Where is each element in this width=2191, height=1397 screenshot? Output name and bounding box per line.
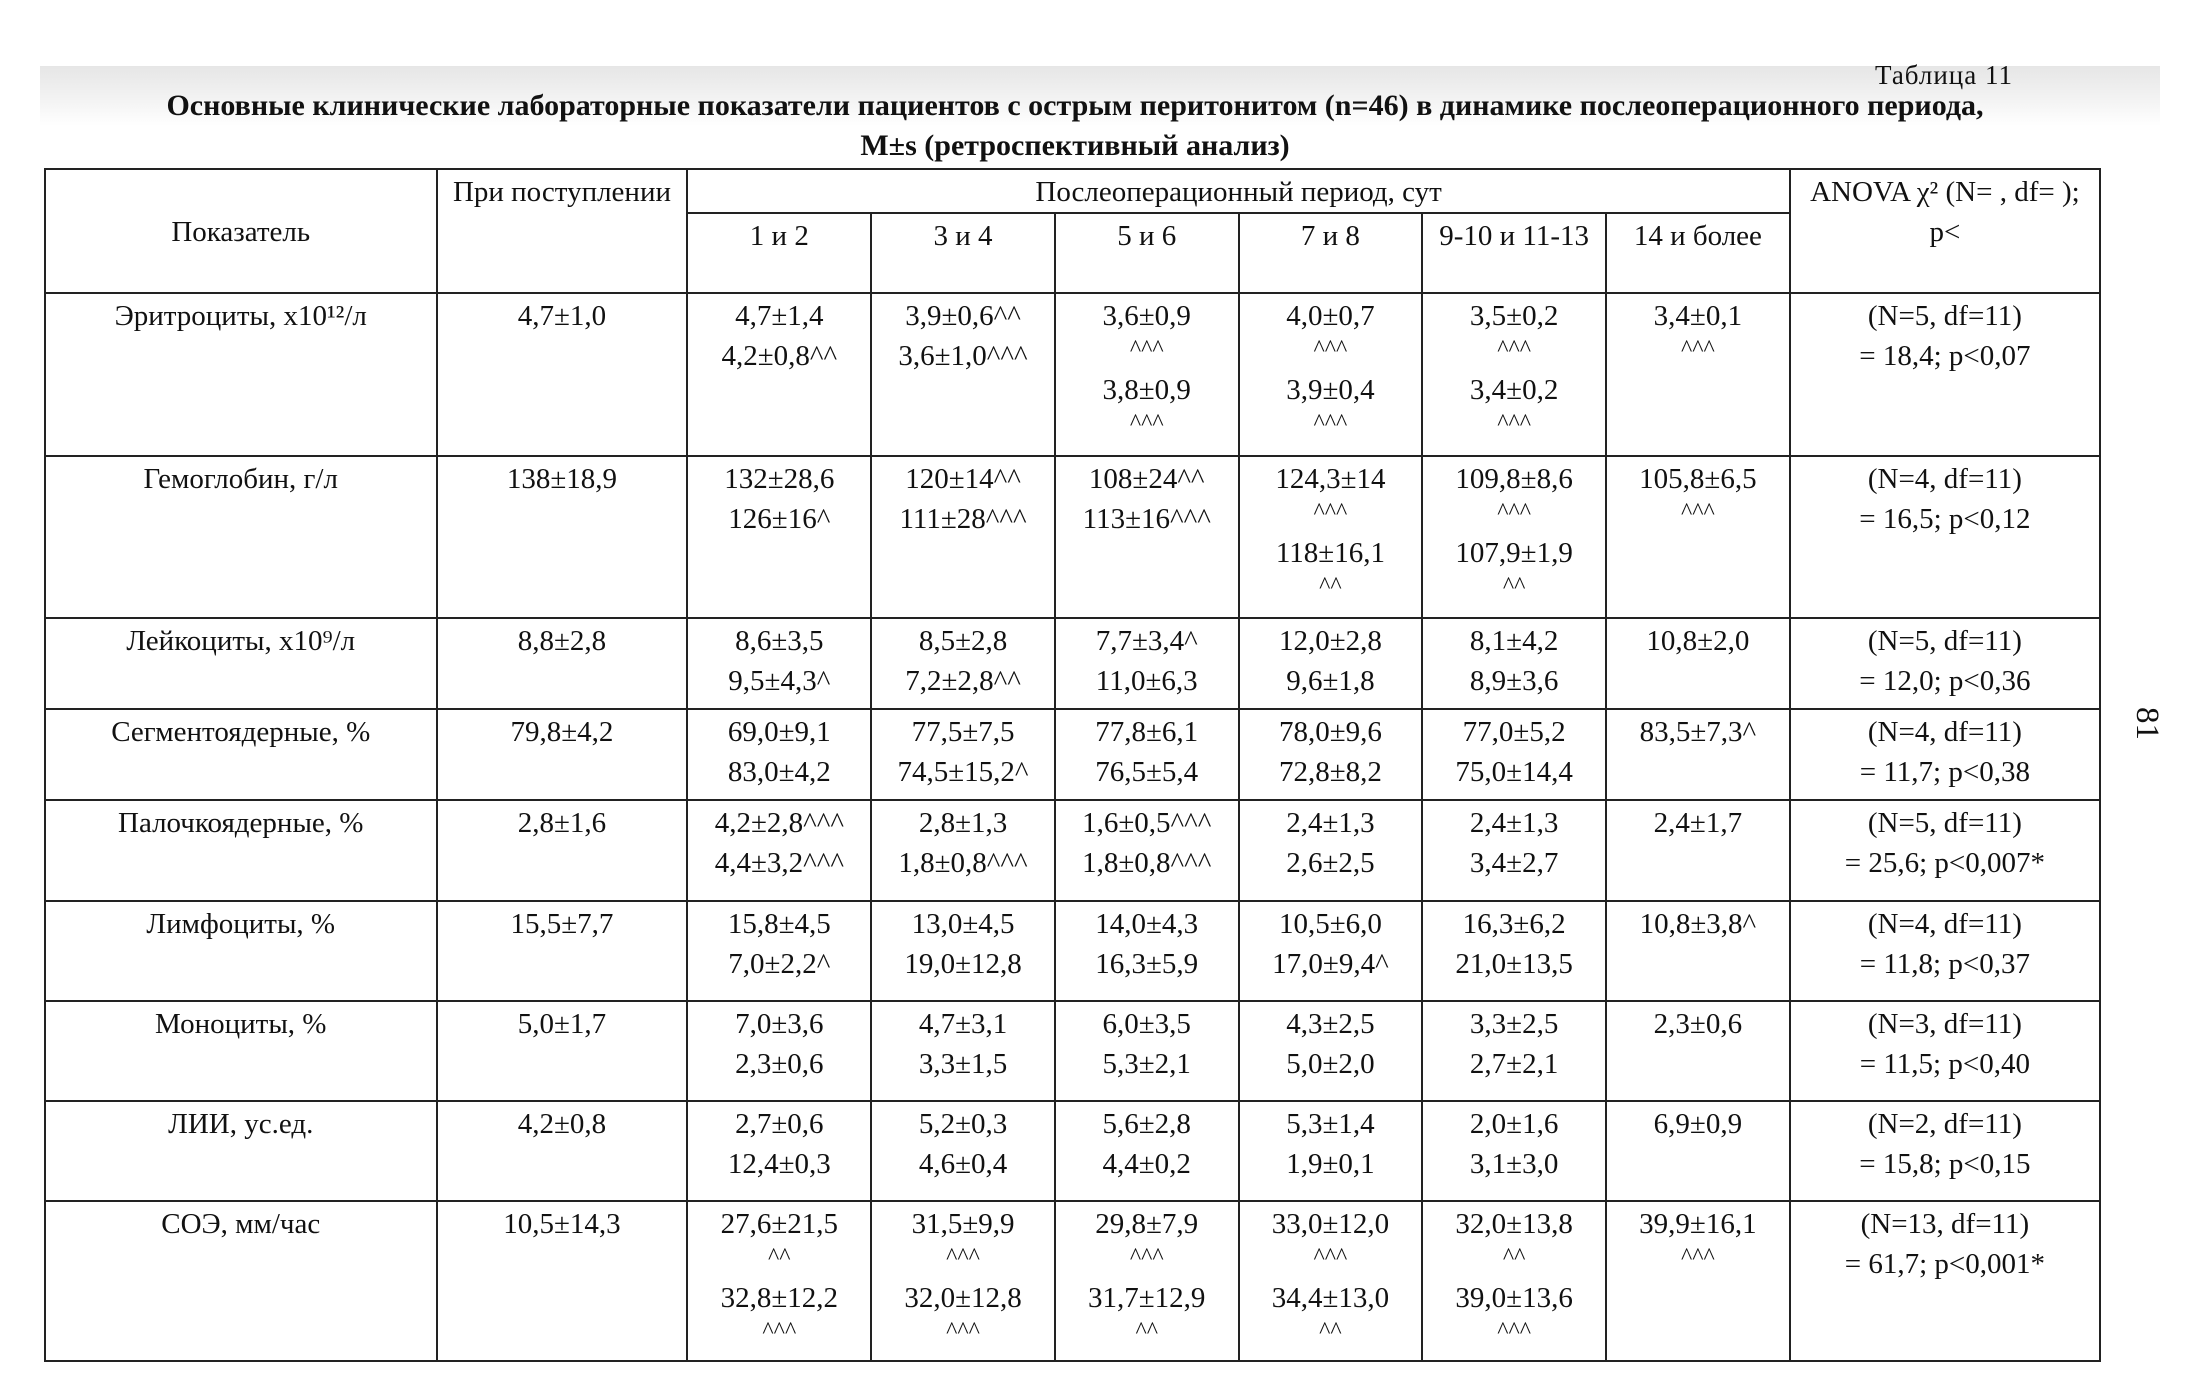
significance-mark: ^^^ bbox=[1680, 499, 1715, 525]
cell-d3 bbox=[1055, 1101, 1239, 1201]
header-day-4: 7 и 8 bbox=[1239, 213, 1423, 293]
cell-admission bbox=[437, 1201, 688, 1361]
cell-d6 bbox=[1606, 1101, 1790, 1201]
cell-d3 bbox=[1055, 293, 1239, 456]
cell-d3 bbox=[1055, 1201, 1239, 1361]
cell-value: 4,4±3,2^^^ bbox=[714, 847, 844, 879]
cell-value: (N=5, df=11) bbox=[1867, 807, 2022, 839]
cell-value: 77,8±6,1 bbox=[1095, 716, 1199, 748]
cell-value: 5,6±2,8 bbox=[1102, 1108, 1191, 1140]
cell-value: 3,1±3,0 bbox=[1469, 1148, 1559, 1180]
cell-d4 bbox=[1239, 800, 1423, 901]
cell-value: 109,8±8,6 bbox=[1455, 463, 1573, 495]
significance-mark: ^^ bbox=[1502, 1244, 1526, 1270]
cell-value: 4,2±0,8^^ bbox=[721, 340, 838, 372]
significance-mark: ^^^ bbox=[762, 1318, 797, 1344]
cell-value: 7,2±2,8^^ bbox=[905, 665, 1021, 697]
cell-value: 8,5±2,8 bbox=[918, 625, 1008, 657]
significance-mark: ^^ bbox=[1135, 1318, 1158, 1344]
cell-value: 111±28^^^ bbox=[899, 503, 1027, 535]
cell-d1 bbox=[687, 1101, 871, 1201]
cell-anova bbox=[1790, 901, 2100, 1001]
cell-d1 bbox=[687, 1001, 871, 1101]
cell-anova bbox=[1790, 1201, 2100, 1361]
significance-mark: ^^^ bbox=[1313, 410, 1348, 436]
cell-value: 15,5±7,7 bbox=[510, 908, 614, 940]
table-row bbox=[45, 456, 2100, 618]
cell-value: 69,0±9,1 bbox=[727, 716, 831, 748]
indicator-name: СОЭ, мм/час bbox=[45, 1201, 437, 1361]
cell-value: 4,3±2,5 bbox=[1286, 1008, 1375, 1040]
cell-value: 10,8±3,8^ bbox=[1639, 908, 1757, 940]
header-day-5: 9-10 и 11-13 bbox=[1422, 213, 1606, 293]
cell-d5 bbox=[1422, 709, 1606, 800]
cell-value: 75,0±14,4 bbox=[1455, 756, 1573, 788]
cell-d6 bbox=[1606, 800, 1790, 901]
cell-value: 4,6±0,4 bbox=[918, 1148, 1008, 1180]
header-day-1: 1 и 2 bbox=[687, 213, 871, 293]
cell-value: 3,8±0,9 bbox=[1102, 374, 1191, 406]
cell-value: = 18,4; p<0,07 bbox=[1859, 340, 2031, 372]
cell-admission bbox=[437, 618, 688, 709]
cell-value: 5,3±1,4 bbox=[1286, 1108, 1375, 1140]
cell-value: 4,7±1,4 bbox=[735, 300, 824, 332]
table-row bbox=[45, 709, 2100, 800]
table-row bbox=[45, 1001, 2100, 1101]
cell-d3 bbox=[1055, 618, 1239, 709]
cell-value: 29,8±7,9 bbox=[1095, 1208, 1199, 1240]
cell-value: 72,8±8,2 bbox=[1278, 756, 1382, 788]
cell-value: 2,7±2,1 bbox=[1469, 1048, 1559, 1080]
cell-anova bbox=[1790, 618, 2100, 709]
cell-value: 7,0±2,2^ bbox=[728, 948, 831, 980]
cell-d4 bbox=[1239, 1101, 1423, 1201]
indicator-name: ЛИИ, ус.ед. bbox=[45, 1101, 437, 1201]
header-admission: При поступлении bbox=[437, 169, 688, 293]
cell-d2 bbox=[871, 1201, 1055, 1361]
significance-mark: ^^^ bbox=[1313, 499, 1348, 525]
significance-mark: ^^ bbox=[768, 1244, 791, 1270]
cell-d1 bbox=[687, 618, 871, 709]
cell-value: = 11,5; p<0,40 bbox=[1859, 1048, 2030, 1080]
cell-value: 10,5±6,0 bbox=[1278, 908, 1382, 940]
cell-value: 1,8±0,8^^^ bbox=[1082, 847, 1212, 879]
significance-mark: ^^^ bbox=[1313, 336, 1348, 362]
header-day-3: 5 и 6 bbox=[1055, 213, 1239, 293]
lab-indicators-table bbox=[44, 168, 2101, 1362]
cell-value: 34,4±13,0 bbox=[1271, 1282, 1390, 1314]
cell-d6 bbox=[1606, 901, 1790, 1001]
header-postop-period: Послеоперационный период, сут bbox=[687, 169, 1789, 213]
header-day-6: 14 и более bbox=[1606, 213, 1790, 293]
cell-d5 bbox=[1422, 1201, 1606, 1361]
significance-mark: ^^^ bbox=[1313, 1244, 1348, 1270]
cell-d5 bbox=[1422, 1001, 1606, 1101]
indicator-name: Гемоглобин, г/л bbox=[45, 456, 437, 618]
cell-value: 3,6±1,0^^^ bbox=[898, 340, 1028, 372]
cell-value: 5,2±0,3 bbox=[918, 1108, 1008, 1140]
cell-value: 33,0±12,0 bbox=[1271, 1208, 1390, 1240]
significance-mark: ^^^ bbox=[1680, 336, 1715, 362]
header-day-2: 3 и 4 bbox=[871, 213, 1055, 293]
cell-value: 19,0±12,8 bbox=[904, 948, 1022, 980]
cell-value: 21,0±13,5 bbox=[1455, 948, 1573, 980]
table-row bbox=[45, 1201, 2100, 1361]
cell-d2 bbox=[871, 1001, 1055, 1101]
cell-value: 120±14^^ bbox=[905, 463, 1021, 495]
cell-d5 bbox=[1422, 456, 1606, 618]
table-caption: Основные клинические лабораторные показатели пациентов с острым перитонитом (n=46) в динамике послеоперационного периода, M±s (ретроспективный анализ) bbox=[166, 89, 1984, 162]
cell-value: 83,5±7,3^ bbox=[1639, 716, 1757, 748]
cell-anova bbox=[1790, 456, 2100, 618]
cell-d3 bbox=[1055, 709, 1239, 800]
cell-anova bbox=[1790, 1001, 2100, 1101]
cell-value: (N=13, df=11) bbox=[1860, 1208, 2030, 1240]
indicator-name: Эритроциты, х10¹²/л bbox=[45, 293, 437, 456]
cell-d2 bbox=[871, 456, 1055, 618]
cell-value: (N=2, df=11) bbox=[1867, 1108, 2022, 1140]
cell-value: 14,0±4,3 bbox=[1095, 908, 1199, 940]
cell-d5 bbox=[1422, 1101, 1606, 1201]
cell-value: 31,5±9,9 bbox=[911, 1208, 1015, 1240]
cell-d5 bbox=[1422, 618, 1606, 709]
cell-d6 bbox=[1606, 1201, 1790, 1361]
cell-value: 124,3±14 bbox=[1275, 463, 1386, 495]
cell-d6 bbox=[1606, 456, 1790, 618]
cell-anova bbox=[1790, 1101, 2100, 1201]
cell-value: 105,8±6,5 bbox=[1639, 463, 1757, 495]
cell-d3 bbox=[1055, 1001, 1239, 1101]
cell-value: 17,0±9,4^ bbox=[1272, 948, 1389, 980]
significance-mark: ^^^ bbox=[1497, 499, 1532, 525]
cell-d4 bbox=[1239, 618, 1423, 709]
cell-d3 bbox=[1055, 901, 1239, 1001]
cell-admission bbox=[437, 800, 688, 901]
significance-mark: ^^^ bbox=[946, 1244, 980, 1270]
cell-value: 107,9±1,9 bbox=[1455, 537, 1573, 569]
cell-admission bbox=[437, 293, 688, 456]
cell-value: 12,0±2,8 bbox=[1278, 625, 1382, 657]
table-row bbox=[45, 618, 2100, 709]
cell-d6 bbox=[1606, 709, 1790, 800]
significance-mark: ^^^ bbox=[1129, 1244, 1164, 1270]
cell-value: 15,8±4,5 bbox=[727, 908, 831, 940]
cell-admission bbox=[437, 901, 688, 1001]
cell-value: 4,2±2,8^^^ bbox=[714, 807, 844, 839]
cell-d4 bbox=[1239, 1201, 1423, 1361]
indicator-name: Палочкоядерные, % bbox=[45, 800, 437, 901]
cell-value: 83,0±4,2 bbox=[727, 756, 831, 788]
cell-admission bbox=[437, 709, 688, 800]
cell-value: = 11,8; p<0,37 bbox=[1859, 948, 2030, 980]
cell-value: 4,2±0,8 bbox=[517, 1108, 607, 1140]
significance-mark: ^^^ bbox=[1497, 410, 1532, 436]
cell-value: 2,4±1,3 bbox=[1286, 807, 1375, 839]
indicator-name: Лимфоциты, % bbox=[45, 901, 437, 1001]
cell-value: 6,0±3,5 bbox=[1102, 1008, 1191, 1040]
cell-value: 8,9±3,6 bbox=[1469, 665, 1559, 697]
cell-value: = 15,8; p<0,15 bbox=[1859, 1148, 2031, 1180]
cell-d2 bbox=[871, 709, 1055, 800]
cell-value: 118±16,1 bbox=[1275, 537, 1385, 569]
cell-d4 bbox=[1239, 709, 1423, 800]
cell-value: 108±24^^ bbox=[1088, 463, 1205, 495]
cell-value: 39,0±13,6 bbox=[1455, 1282, 1573, 1314]
table-label: Таблица 11 bbox=[1875, 60, 2013, 90]
cell-value: 13,0±4,5 bbox=[911, 908, 1015, 940]
cell-value: 3,4±0,2 bbox=[1469, 374, 1559, 406]
cell-value: = 25,6; p<0,007* bbox=[1844, 847, 2046, 879]
cell-d4 bbox=[1239, 1001, 1423, 1101]
cell-value: (N=5, df=11) bbox=[1867, 625, 2022, 657]
cell-value: 7,7±3,4^ bbox=[1095, 625, 1198, 657]
cell-value: 78,0±9,6 bbox=[1278, 716, 1382, 748]
cell-value: 8,8±2,8 bbox=[517, 625, 607, 657]
significance-mark: ^^^ bbox=[1680, 1244, 1715, 1270]
cell-value: 4,4±0,2 bbox=[1102, 1148, 1191, 1180]
cell-d5 bbox=[1422, 901, 1606, 1001]
cell-value: 1,9±0,1 bbox=[1286, 1148, 1375, 1180]
cell-d6 bbox=[1606, 1001, 1790, 1101]
cell-value: 2,3±0,6 bbox=[1653, 1008, 1743, 1040]
cell-value: 10,5±14,3 bbox=[503, 1208, 621, 1240]
cell-value: 3,9±0,4 bbox=[1286, 374, 1375, 406]
cell-value: 5,3±2,1 bbox=[1102, 1048, 1191, 1080]
table-row bbox=[45, 800, 2100, 901]
significance-mark: ^^^ bbox=[946, 1318, 980, 1344]
significance-mark: ^^ bbox=[1319, 573, 1342, 599]
cell-value: 9,5±4,3^ bbox=[728, 665, 831, 697]
table-row bbox=[45, 293, 2100, 456]
cell-value: 11,0±6,3 bbox=[1095, 665, 1198, 697]
cell-d5 bbox=[1422, 293, 1606, 456]
cell-value: 6,9±0,9 bbox=[1653, 1108, 1743, 1140]
cell-value: 2,8±1,6 bbox=[517, 807, 607, 839]
cell-value: 7,0±3,6 bbox=[735, 1008, 824, 1040]
cell-value: 8,6±3,5 bbox=[735, 625, 824, 657]
cell-d4 bbox=[1239, 293, 1423, 456]
significance-mark: ^^^ bbox=[1497, 336, 1532, 362]
cell-value: 3,4±2,7 bbox=[1469, 847, 1559, 879]
cell-d1 bbox=[687, 456, 871, 618]
cell-value: 1,6±0,5^^^ bbox=[1082, 807, 1212, 839]
cell-d2 bbox=[871, 1101, 1055, 1201]
cell-d4 bbox=[1239, 456, 1423, 618]
cell-d5 bbox=[1422, 800, 1606, 901]
indicator-name: Моноциты, % bbox=[45, 1001, 437, 1101]
cell-value: (N=4, df=11) bbox=[1867, 716, 2022, 748]
cell-value: 32,8±12,2 bbox=[720, 1282, 839, 1314]
cell-d1 bbox=[687, 901, 871, 1001]
cell-admission bbox=[437, 1001, 688, 1101]
cell-value: 5,0±1,7 bbox=[517, 1008, 607, 1040]
cell-admission bbox=[437, 1101, 688, 1201]
cell-value: 31,7±12,9 bbox=[1088, 1282, 1206, 1314]
cell-d6 bbox=[1606, 618, 1790, 709]
cell-value: 4,7±3,1 bbox=[918, 1008, 1008, 1040]
cell-value: 32,0±12,8 bbox=[904, 1282, 1022, 1314]
cell-value: 16,3±6,2 bbox=[1462, 908, 1566, 940]
cell-d4 bbox=[1239, 901, 1423, 1001]
significance-mark: ^^ bbox=[1319, 1318, 1342, 1344]
cell-value: 16,3±5,9 bbox=[1095, 948, 1199, 980]
cell-d1 bbox=[687, 1201, 871, 1361]
cell-anova bbox=[1790, 709, 2100, 800]
cell-d2 bbox=[871, 901, 1055, 1001]
cell-value: 2,8±1,3 bbox=[918, 807, 1008, 839]
cell-value: = 16,5; p<0,12 bbox=[1859, 503, 2031, 535]
header-anova: ANOVA χ² (N= , df= ); p< bbox=[1790, 169, 2100, 293]
cell-d6 bbox=[1606, 293, 1790, 456]
cell-value: 79,8±4,2 bbox=[510, 716, 614, 748]
cell-value: 3,9±0,6^^ bbox=[905, 300, 1021, 332]
cell-value: 5,0±2,0 bbox=[1286, 1048, 1375, 1080]
cell-value: 2,0±1,6 bbox=[1469, 1108, 1559, 1140]
cell-value: 77,5±7,5 bbox=[911, 716, 1015, 748]
cell-value: 126±16^ bbox=[728, 503, 831, 535]
cell-value: = 61,7; p<0,001* bbox=[1844, 1248, 2046, 1280]
table-row bbox=[45, 901, 2100, 1001]
header-indicator: Показатель bbox=[45, 169, 437, 293]
cell-d1 bbox=[687, 800, 871, 901]
cell-value: 4,7±1,0 bbox=[517, 300, 607, 332]
cell-value: 10,8±2,0 bbox=[1646, 625, 1750, 657]
cell-value: 3,3±2,5 bbox=[1469, 1008, 1559, 1040]
cell-anova bbox=[1790, 800, 2100, 901]
cell-value: (N=5, df=11) bbox=[1867, 300, 2022, 332]
cell-value: (N=3, df=11) bbox=[1867, 1008, 2022, 1040]
table-row bbox=[45, 1101, 2100, 1201]
cell-anova bbox=[1790, 293, 2100, 456]
cell-value: 132±28,6 bbox=[724, 463, 835, 495]
cell-value: 8,1±4,2 bbox=[1469, 625, 1559, 657]
cell-value: 2,6±2,5 bbox=[1286, 847, 1375, 879]
cell-d3 bbox=[1055, 456, 1239, 618]
cell-value: 2,3±0,6 bbox=[735, 1048, 824, 1080]
page-number: 81 bbox=[2129, 707, 2165, 740]
cell-value: 3,5±0,2 bbox=[1469, 300, 1559, 332]
cell-value: 3,6±0,9 bbox=[1102, 300, 1191, 332]
significance-mark: ^^ bbox=[1502, 573, 1526, 599]
cell-value: (N=4, df=11) bbox=[1867, 908, 2022, 940]
cell-value: 9,6±1,8 bbox=[1286, 665, 1375, 697]
cell-d1 bbox=[687, 709, 871, 800]
significance-mark: ^^^ bbox=[1129, 336, 1164, 362]
indicator-name: Сегментоядерные, % bbox=[45, 709, 437, 800]
cell-d2 bbox=[871, 618, 1055, 709]
significance-mark: ^^^ bbox=[1129, 410, 1164, 436]
cell-value: 74,5±15,2^ bbox=[897, 756, 1029, 788]
cell-value: = 12,0; p<0,36 bbox=[1859, 665, 2031, 697]
cell-value: 3,4±0,1 bbox=[1653, 300, 1743, 332]
cell-value: 12,4±0,3 bbox=[727, 1148, 831, 1180]
cell-d3 bbox=[1055, 800, 1239, 901]
cell-value: 39,9±16,1 bbox=[1639, 1208, 1757, 1240]
cell-value: 113±16^^^ bbox=[1082, 503, 1211, 535]
cell-value: 77,0±5,2 bbox=[1462, 716, 1566, 748]
cell-value: (N=4, df=11) bbox=[1867, 463, 2022, 495]
cell-value: 76,5±5,4 bbox=[1095, 756, 1199, 788]
cell-value: 27,6±21,5 bbox=[720, 1208, 839, 1240]
cell-value: 1,8±0,8^^^ bbox=[898, 847, 1028, 879]
cell-d2 bbox=[871, 293, 1055, 456]
cell-value: 4,0±0,7 bbox=[1286, 300, 1375, 332]
cell-value: 3,3±1,5 bbox=[918, 1048, 1008, 1080]
cell-value: 2,4±1,7 bbox=[1653, 807, 1743, 839]
cell-value: 2,7±0,6 bbox=[735, 1108, 824, 1140]
cell-value: 32,0±13,8 bbox=[1455, 1208, 1573, 1240]
cell-admission bbox=[437, 456, 688, 618]
cell-d2 bbox=[871, 800, 1055, 901]
cell-d1 bbox=[687, 293, 871, 456]
cell-value: = 11,7; p<0,38 bbox=[1859, 756, 2030, 788]
indicator-name: Лейкоциты, х10⁹/л bbox=[45, 618, 437, 709]
significance-mark: ^^^ bbox=[1497, 1318, 1532, 1344]
cell-value: 2,4±1,3 bbox=[1469, 807, 1559, 839]
cell-value: 138±18,9 bbox=[506, 463, 618, 495]
